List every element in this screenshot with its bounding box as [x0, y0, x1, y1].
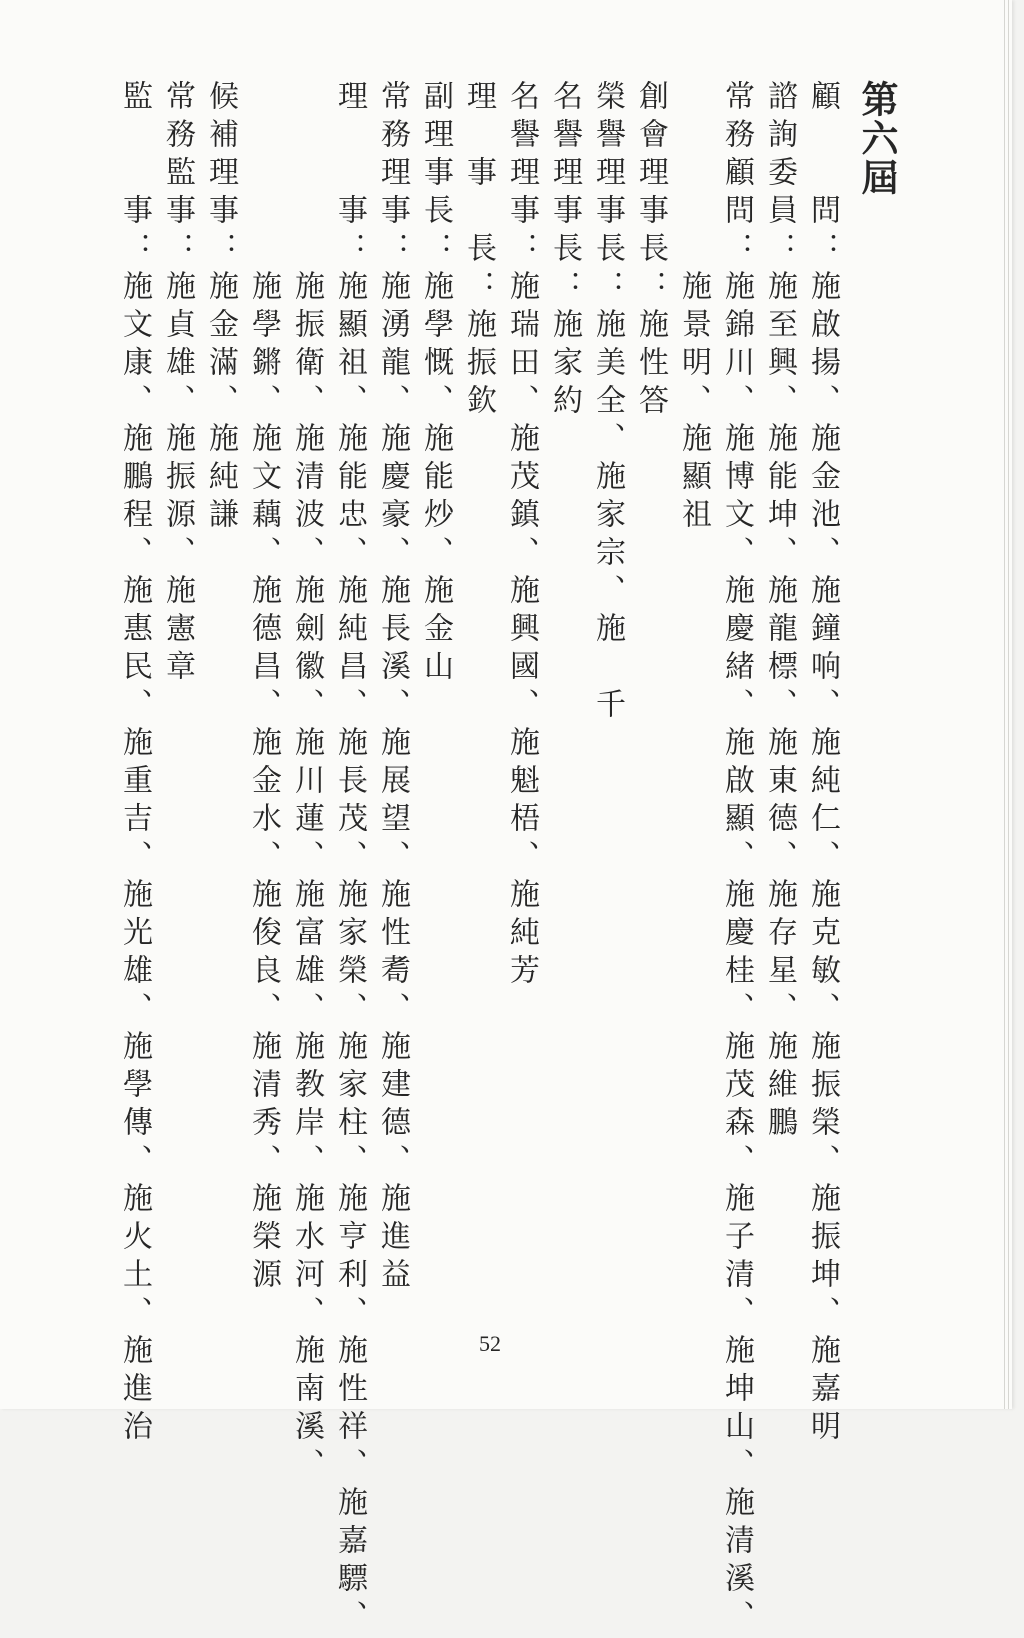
section-title: 第六屆: [855, 80, 899, 197]
row-directors-cont-1: 施振衛、施清波、施劍徽、施川蓮、施富雄、施教岸、施水河、施南溪、: [289, 80, 324, 1486]
row-directors-cont-2: 施學鏘、施文藕、施德昌、施金水、施俊良、施清秀、施榮源: [246, 80, 281, 1296]
row-standing-directors: 常務理事：施湧龍、施慶豪、施長溪、施展望、施性耈、施建德、施進益: [375, 80, 410, 1296]
page-edge-line: [1008, 0, 1009, 1409]
page-edge-line: [1004, 0, 1005, 1409]
row-supervisors: 監 事：施文康、施鵬程、施惠民、施重吉、施光雄、施學傳、施火土、施進治: [117, 80, 152, 1448]
row-standing-advisors-cont: 施景明、施顯祖: [676, 80, 711, 536]
row-honorary-chairman-2: 名譽理事長：施家約: [547, 80, 582, 422]
row-consultants: 諮詢委員：施至興、施能坤、施龍標、施東德、施存星、施維鵬: [762, 80, 797, 1144]
row-honorary-directors: 名譽理事：施瑞田、施茂鎮、施興國、施魁梧、施純芳: [504, 80, 539, 992]
row-standing-supervisors: 常務監事：施貞雄、施振源、施憲章: [160, 80, 195, 688]
page-number: 52: [479, 1331, 501, 1356]
row-alternate-directors: 候補理事：施金滿、施純謙: [203, 80, 238, 536]
row-directors: 理 事：施顯祖、施能忠、施純昌、施長茂、施家榮、施家柱、施亨利、施性祥、施嘉驃、: [332, 80, 367, 1638]
row-founding-chairman: 創會理事長：施性答: [633, 80, 668, 422]
row-chairman: 理 事 長：施振欽: [461, 80, 496, 422]
row-standing-advisors: 常務顧問：施錦川、施博文、施慶緒、施啟顯、施慶桂、施茂森、施子清、施坤山、施清溪、: [719, 80, 754, 1638]
row-vice-chairmen: 副理事長：施學慨、施能炒、施金山: [418, 80, 453, 688]
row-advisors: 顧 問：施啟揚、施金池、施鐘响、施純仁、施克敏、施振榮、施振坤、施嘉明: [805, 80, 840, 1448]
row-honorary-chairmen: 榮譽理事長：施美全、施家宗、施 千: [590, 80, 625, 726]
